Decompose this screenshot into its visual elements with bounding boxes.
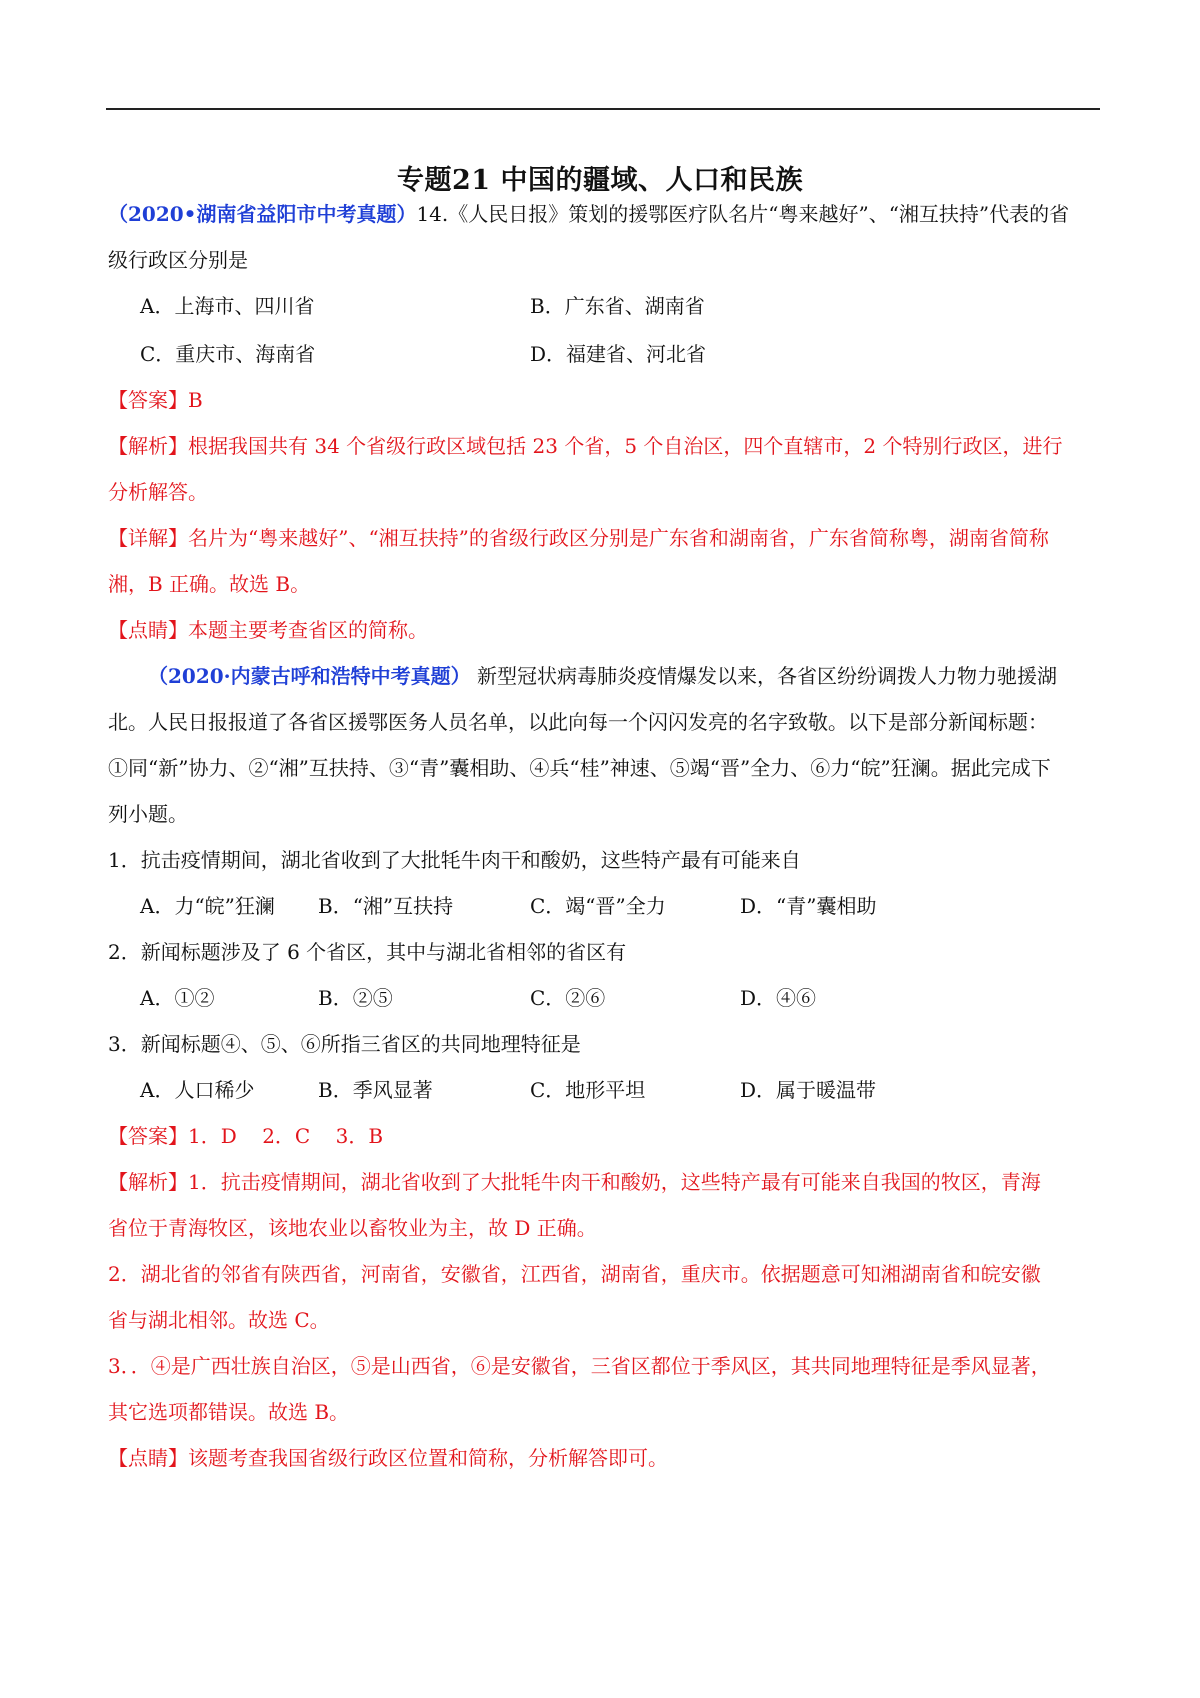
group-source: （2020·内蒙古呼和浩特中考真题） (148, 664, 471, 688)
q14-analysis-line1: 【解析】根据我国共有 34 个省级行政区域包括 23 个省，5 个自治区，四个直辖市，2 个特别行政区，进行 (108, 434, 1063, 458)
group-analysis1-line1: 【解析】1．抗击疫情期间，湖北省收到了大批牦牛肉干和酸奶，这些特产最有可能来自我国的牧区，青海 (108, 1170, 1041, 1194)
q14-option-c: C．重庆市、海南省 (140, 342, 316, 366)
q14-option-d: D．福建省、河北省 (530, 342, 707, 366)
group-analysis2-line2: 省与湖北相邻。故选 C。 (108, 1308, 330, 1332)
q14-stem-cont: 级行政区分别是 (108, 248, 248, 272)
q14-tip: 【点睛】本题主要考查省区的简称。 (108, 618, 428, 642)
q14-analysis-line2: 分析解答。 (108, 480, 208, 504)
q3-option-a: A．人口稀少 (140, 1078, 255, 1102)
group-intro-text: 新型冠状病毒肺炎疫情爆发以来，各省区纷纷调拨人力物力驰援湖 (470, 664, 1057, 688)
q14-option-a: A．上海市、四川省 (140, 294, 315, 318)
q14-detail-line1: 【详解】名片为“粤来越好”、“湘互扶持”的省级行政区分别是广东省和湖南省，广东省简称粤，湖南省简称 (108, 526, 1049, 550)
q2-option-a: A．①② (140, 986, 215, 1010)
group-intro-line2: 北。人民日报报道了各省区援鄂医务人员名单，以此向每一个闪闪发亮的名字致敬。以下是部分新闻标题： (108, 710, 1048, 734)
q14-source: （2020•湖南省益阳市中考真题） (108, 202, 417, 226)
q14-option-b: B．广东省、湖南省 (530, 294, 705, 318)
group-analysis2-line1: 2．湖北省的邻省有陕西省，河南省，安徽省，江西省，湖南省，重庆市。依据题意可知湘湖南省和皖安徽 (108, 1262, 1041, 1286)
group-tip: 【点睛】该题考查我国省级行政区位置和简称，分析解答即可。 (108, 1446, 668, 1470)
q14-stem: 14.《人民日报》策划的援鄂医疗队名片“粤来越好”、“湘互扶持”代表的省 (416, 202, 1070, 226)
q1-option-a: A．力“皖”狂澜 (140, 894, 275, 918)
q3-option-d: D．属于暖温带 (740, 1078, 877, 1102)
q1-option-b: B．“湘”互扶持 (318, 894, 454, 918)
q14-detail-line2: 湘，B 正确。故选 B。 (108, 572, 311, 596)
q2-option-b: B．②⑤ (318, 986, 393, 1010)
q3-option-c: C．地形平坦 (530, 1078, 646, 1102)
q14-line1 (108, 200, 1104, 228)
header-rule (106, 108, 1100, 110)
group-analysis3-line2: 其它选项都错误。故选 B。 (108, 1400, 350, 1424)
q2-stem: 2．新闻标题涉及了 6 个省区，其中与湖北省相邻的省区有 (108, 940, 627, 964)
group-answer: 【答案】1．D 2．C 3．B (108, 1124, 384, 1148)
q1-option-c: C．竭“晋”全力 (530, 894, 666, 918)
group-intro-line4: 列小题。 (108, 802, 188, 826)
page-title: 专题21 中国的疆域、人口和民族 (397, 165, 803, 196)
q2-option-d: D．④⑥ (740, 986, 817, 1010)
q1-option-d: D．“青”囊相助 (740, 894, 877, 918)
group-intro-line3: ①同“新”协力、②“湘”互扶持、③“青”囊相助、④兵“桂”神速、⑤竭“晋”全力、⑥力“皖”狂澜。据此完成下 (108, 756, 1051, 780)
group-intro-line1 (148, 662, 1144, 690)
q2-option-c: C．②⑥ (530, 986, 606, 1010)
q3-stem: 3．新闻标题④、⑤、⑥所指三省区的共同地理特征是 (108, 1032, 581, 1056)
group-analysis3-line1: 3．．④是广西壮族自治区，⑤是山西省，⑥是安徽省，三省区都位于季风区，其共同地理特征是季风显著， (108, 1354, 1051, 1378)
q3-option-b: B．季风显著 (318, 1078, 433, 1102)
q1-stem: 1．抗击疫情期间，湖北省收到了大批牦牛肉干和酸奶，这些特产最有可能来自 (108, 848, 801, 872)
q14-answer: 【答案】B (108, 388, 203, 412)
group-analysis1-line2: 省位于青海牧区，该地农业以畜牧业为主，故 D 正确。 (108, 1216, 597, 1240)
